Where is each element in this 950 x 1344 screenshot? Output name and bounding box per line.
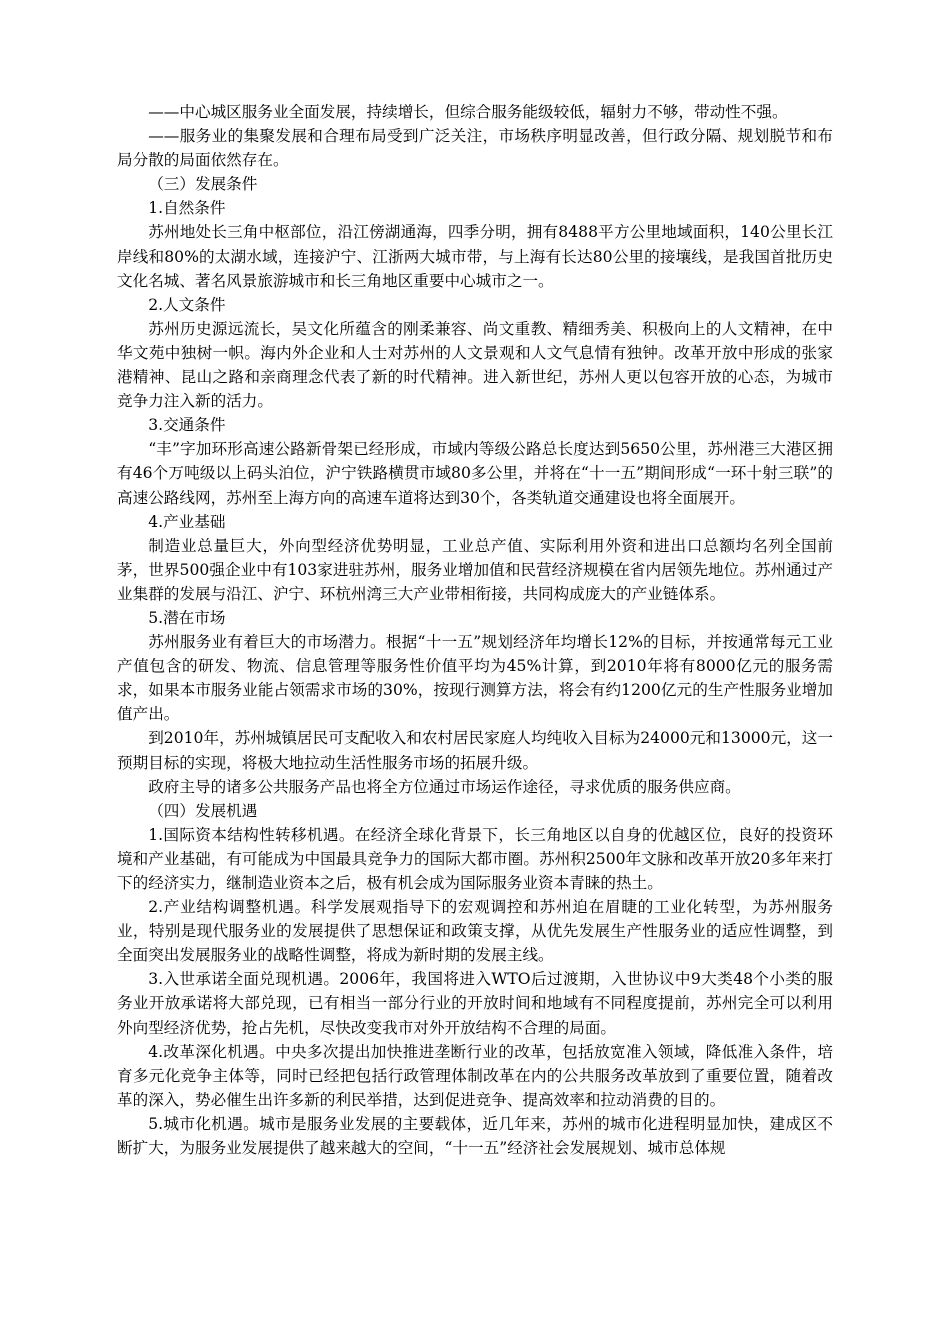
paragraph-opportunity-wto: 3.入世承诺全面兑现机遇。2006年，我国将进入WTO后过渡期，入世协议中9大类48个小类的服务业开放承诺将大部兑现，已有相当一部分行业的开放时间和地域有不同程度提前，苏州完全可以利用外向型经济优势，抢占先机，尽快改变我市对外开放结构不合理的局面。 <box>117 970 833 1037</box>
section-heading-opportunities: （四）发展机遇 <box>148 801 258 820</box>
paragraph-service-layout: ——服务业的集聚发展和合理布局受到广泛关注，市场秩序明显改善，但行政分隔、规划脱节和布局分散的局面依然存在。 <box>117 127 833 170</box>
paragraph-transport: “丰”字加环形高速公路新骨架已经形成，市域内等级公路总长度达到5650公里，苏州港三大港区拥有46个万吨级以上码头泊位，沪宁铁路横贯市域80多公里，并将在“十一五”期间形成“一环十射三联”的高速公路线网，苏州至上海方向的高速车道将达到30个，各类轨道交通建设也将全面展开。 <box>117 440 833 507</box>
paragraph-service-core-district: ——中心城区服务业全面发展，持续增长，但综合服务能级较低，辐射力不够，带动性不强。 <box>148 103 788 121</box>
paragraph-opportunity-capital: 1.国际资本结构性转移机遇。在经济全球化背景下，长三角地区以自身的优越区位，良好的投资环境和产业基础，有可能成为中国最具竞争力的国际大都市圈。苏州积2500年文脉和改革开放20多年来打下的经济实力，继制造业资本之后，极有机会成为国际服务业资本青睐的热土。 <box>117 825 833 892</box>
paragraph-income-target: 到2010年，苏州城镇居民可支配收入和农村居民家庭人均纯收入目标为24000元和13000元，这一预期目标的实现，将极大地拉动生活性服务市场的拓展升级。 <box>117 729 833 772</box>
subheading-transport: 3.交通条件 <box>148 416 226 435</box>
document-page <box>117 100 833 1160</box>
subheading-industry: 4.产业基础 <box>148 512 226 531</box>
paragraph-opportunity-reform: 4.改革深化机遇。中央多次提出加快推进垄断行业的改革，包括放宽准入领域，降低准入条件，培育多元化竞争主体等，同时已经把包括行政管理体制改革在内的公共服务改革放到了重要位置，随着改革的深入，势必催生出许多新的利民举措，达到促进竞争、提高效率和拉动消费的目的。 <box>117 1042 833 1109</box>
paragraph-market: 苏州服务业有着巨大的市场潜力。根据“十一五”规划经济年均增长12%的目标，并按通常每元工业产值包含的研发、物流、信息管理等服务性价值平均为45%计算，到2010年将有8000亿元的服务需求，如果本市服务业能占领需求市场的30%，按现行测算方法，将会有约1200亿元的生产性服务业增加值产出。 <box>117 633 833 724</box>
section-heading-conditions: （三）发展条件 <box>148 175 258 194</box>
subheading-cultural: 2.人文条件 <box>148 295 226 314</box>
subheading-natural: 1.自然条件 <box>148 199 226 218</box>
subheading-market: 5.潜在市场 <box>148 608 226 627</box>
paragraph-cultural: 苏州历史源远流长，吴文化所蕴含的刚柔兼容、尚文重教、精细秀美、积极向上的人文精神，在中华文苑中独树一帜。海内外企业和人士对苏州的人文景观和人文气息情有独钟。改革开放中形成的张家港精神、昆山之路和亲商理念代表了新的时代精神。进入新世纪，苏州人更以包容开放的心态，为城市竞争力注入新的活力。 <box>117 319 833 411</box>
paragraph-opportunity-urbanization: 5.城市化机遇。城市是服务业发展的主要载体，近几年来，苏州的城市化进程明显加快，建成区不断扩大，为服务业发展提供了越来越大的空间，“十一五”经济社会发展规划、城市总体规 <box>117 1114 833 1158</box>
paragraph-industry: 制造业总量巨大，外向型经济优势明显，工业总产值、实际利用外资和进出口总额均名列全国前茅，世界500强企业中有103家进驻苏州，服务业增加值和民营经济规模在省内居领先地位。苏州通过产业集群的发展与沿江、沪宁、环杭州湾三大产业带相衔接，共同构成庞大的产业链体系。 <box>117 536 833 603</box>
paragraph-public-services: 政府主导的诸多公共服务产品也将全方位通过市场运作途径，寻求优质的服务供应商。 <box>148 777 741 796</box>
paragraph-opportunity-structure: 2.产业结构调整机遇。科学发展观指导下的宏观调控和苏州迫在眉睫的工业化转型，为苏州服务业，特别是现代服务业的发展提供了思想保证和政策支撑，从优先发展生产性服务业的适应性调整，到全面突出发展服务业的战略性调整，将成为新时期的发展主线。 <box>117 898 833 965</box>
paragraph-natural: 苏州地处长三角中枢部位，沿江傍湖通海，四季分明，拥有8488平方公里地域面积，140公里长江岸线和80%的太湖水域，连接沪宁、江浙两大城市带，与上海有长达80公里的接壤线，是我国首批历史文化名城、著名风景旅游城市和长三角地区重要中心城市之一。 <box>117 223 833 290</box>
